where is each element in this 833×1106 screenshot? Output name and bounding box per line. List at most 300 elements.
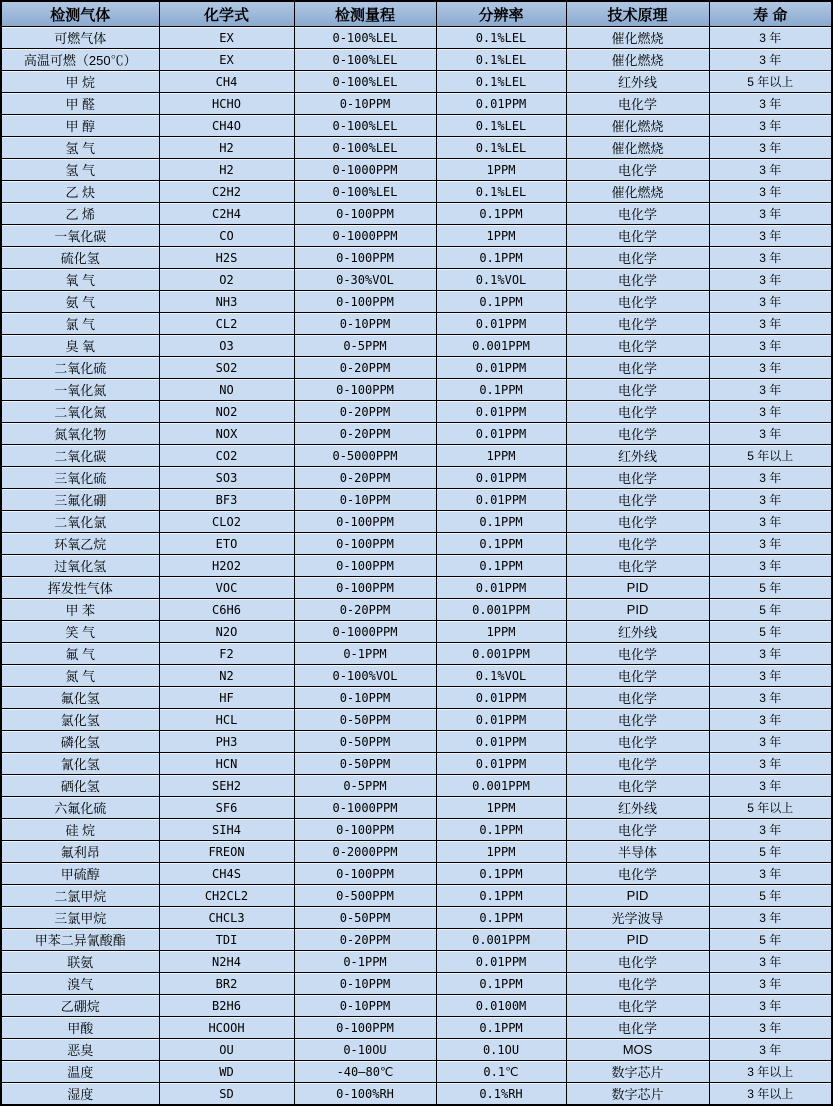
table-cell: 0-100PPM bbox=[294, 819, 436, 841]
table-cell: 0-20PPM bbox=[294, 467, 436, 489]
table-cell: 3 年 bbox=[709, 951, 832, 973]
table-cell: 六氟化硫 bbox=[1, 797, 159, 819]
table-cell: 甲酸 bbox=[1, 1017, 159, 1039]
table-cell: 乙硼烷 bbox=[1, 995, 159, 1017]
table-cell: 3 年 bbox=[709, 489, 832, 511]
table-cell: 0.1%VOL bbox=[436, 665, 566, 687]
table-cell: 0-5000PPM bbox=[294, 445, 436, 467]
column-header-resolution: 分辨率 bbox=[436, 1, 566, 27]
table-cell: 0.1PPM bbox=[436, 533, 566, 555]
table-cell: 0-100PPM bbox=[294, 1017, 436, 1039]
table-cell: 0-100%LEL bbox=[294, 49, 436, 71]
table-cell: 0-100%LEL bbox=[294, 115, 436, 137]
table-cell: FREON bbox=[159, 841, 294, 863]
table-cell: 0.1PPM bbox=[436, 973, 566, 995]
table-row bbox=[1, 511, 832, 533]
table-cell: 0.001PPM bbox=[436, 929, 566, 951]
table-cell: NH3 bbox=[159, 291, 294, 313]
table-cell: 3 年 bbox=[709, 1017, 832, 1039]
table-cell: 0.01PPM bbox=[436, 423, 566, 445]
table-cell: 0-100%LEL bbox=[294, 137, 436, 159]
table-cell: 0.1PPM bbox=[436, 907, 566, 929]
table-cell: 氧 气 bbox=[1, 269, 159, 291]
table-cell: TDI bbox=[159, 929, 294, 951]
table-cell: 湿度 bbox=[1, 1083, 159, 1106]
table-cell: 电化学 bbox=[566, 665, 709, 687]
table-row bbox=[1, 379, 832, 401]
table-cell: 电化学 bbox=[566, 423, 709, 445]
table-cell: 0-50PPM bbox=[294, 753, 436, 775]
table-cell: 5 年 bbox=[709, 841, 832, 863]
table-cell: SD bbox=[159, 1083, 294, 1106]
table-cell: 0.1PPM bbox=[436, 203, 566, 225]
table-cell: 3 年 bbox=[709, 93, 832, 115]
table-cell: H2 bbox=[159, 137, 294, 159]
table-cell: 0.1%VOL bbox=[436, 269, 566, 291]
table-row bbox=[1, 1061, 832, 1083]
table-cell: 3 年 bbox=[709, 687, 832, 709]
table-cell: 氮 气 bbox=[1, 665, 159, 687]
table-cell: 电化学 bbox=[566, 819, 709, 841]
table-cell: 3 年 bbox=[709, 753, 832, 775]
table-row bbox=[1, 247, 832, 269]
table-cell: 0-10PPM bbox=[294, 313, 436, 335]
table-cell: 3 年 bbox=[709, 423, 832, 445]
table-cell: 3 年 bbox=[709, 665, 832, 687]
table-cell: 氨 气 bbox=[1, 291, 159, 313]
table-cell: 3 年 bbox=[709, 731, 832, 753]
table-cell: 3 年 bbox=[709, 225, 832, 247]
table-cell: 电化学 bbox=[566, 951, 709, 973]
table-cell: 电化学 bbox=[566, 753, 709, 775]
table-cell: 1PPM bbox=[436, 621, 566, 643]
table-cell: 1PPM bbox=[436, 841, 566, 863]
column-header-principle: 技术原理 bbox=[566, 1, 709, 27]
table-cell: 3 年 bbox=[709, 1039, 832, 1061]
table-cell: 0-20PPM bbox=[294, 599, 436, 621]
table-row bbox=[1, 93, 832, 115]
table-cell: 5 年以上 bbox=[709, 797, 832, 819]
table-body bbox=[1, 27, 832, 1106]
table-cell: H2S bbox=[159, 247, 294, 269]
table-cell: 0-100PPM bbox=[294, 863, 436, 885]
table-cell: 电化学 bbox=[566, 379, 709, 401]
table-cell: CLO2 bbox=[159, 511, 294, 533]
table-cell: 二氯甲烷 bbox=[1, 885, 159, 907]
table-cell: 0-100PPM bbox=[294, 203, 436, 225]
table-cell: 0-10PPM bbox=[294, 995, 436, 1017]
table-cell: C2H4 bbox=[159, 203, 294, 225]
column-header-gas: 检测气体 bbox=[1, 1, 159, 27]
table-row bbox=[1, 643, 832, 665]
table-cell: 电化学 bbox=[566, 709, 709, 731]
table-cell: O2 bbox=[159, 269, 294, 291]
table-cell: 0.1PPM bbox=[436, 247, 566, 269]
table-cell: MOS bbox=[566, 1039, 709, 1061]
table-row bbox=[1, 423, 832, 445]
table-cell: 氟利昂 bbox=[1, 841, 159, 863]
table-cell: 环氧乙烷 bbox=[1, 533, 159, 555]
table-cell: 电化学 bbox=[566, 687, 709, 709]
table-row bbox=[1, 489, 832, 511]
table-row bbox=[1, 995, 832, 1017]
table-cell: 5 年 bbox=[709, 885, 832, 907]
table-cell: 甲 醇 bbox=[1, 115, 159, 137]
table-cell: 0.01PPM bbox=[436, 467, 566, 489]
table-cell: 0-10PPM bbox=[294, 687, 436, 709]
table-cell: 0-100PPM bbox=[294, 291, 436, 313]
table-cell: 红外线 bbox=[566, 71, 709, 93]
table-cell: 0.1PPM bbox=[436, 1017, 566, 1039]
table-cell: 0-50PPM bbox=[294, 907, 436, 929]
table-cell: 0-50PPM bbox=[294, 709, 436, 731]
table-cell: 3 年 bbox=[709, 643, 832, 665]
table-cell: 笑 气 bbox=[1, 621, 159, 643]
table-row bbox=[1, 753, 832, 775]
table-cell: 电化学 bbox=[566, 291, 709, 313]
table-cell: 5 年 bbox=[709, 577, 832, 599]
table-cell: 0-10PPM bbox=[294, 93, 436, 115]
table-cell: 0-100%RH bbox=[294, 1083, 436, 1106]
table-cell: 0.1%LEL bbox=[436, 27, 566, 49]
table-cell: 电化学 bbox=[566, 533, 709, 555]
table-cell: 3 年 bbox=[709, 247, 832, 269]
table-cell: N2H4 bbox=[159, 951, 294, 973]
table-cell: H2 bbox=[159, 159, 294, 181]
table-cell: 甲苯二异氰酸酯 bbox=[1, 929, 159, 951]
table-cell: CL2 bbox=[159, 313, 294, 335]
table-row bbox=[1, 137, 832, 159]
table-cell: 0.001PPM bbox=[436, 335, 566, 357]
table-cell: 0.1PPM bbox=[436, 885, 566, 907]
table-cell: B2H6 bbox=[159, 995, 294, 1017]
table-cell: CH4S bbox=[159, 863, 294, 885]
table-cell: 0.1%LEL bbox=[436, 115, 566, 137]
header-row bbox=[1, 1, 832, 27]
table-cell: 0-100%LEL bbox=[294, 27, 436, 49]
table-cell: 3 年 bbox=[709, 555, 832, 577]
table-row bbox=[1, 203, 832, 225]
table-cell: 电化学 bbox=[566, 269, 709, 291]
table-row bbox=[1, 335, 832, 357]
table-cell: 挥发性气体 bbox=[1, 577, 159, 599]
table-cell: 电化学 bbox=[566, 775, 709, 797]
table-cell: 电化学 bbox=[566, 995, 709, 1017]
table-cell: 0-1PPM bbox=[294, 951, 436, 973]
table-cell: CHCL3 bbox=[159, 907, 294, 929]
table-cell: HCL bbox=[159, 709, 294, 731]
table-cell: CO2 bbox=[159, 445, 294, 467]
table-cell: 催化燃烧 bbox=[566, 115, 709, 137]
table-cell: 臭 氧 bbox=[1, 335, 159, 357]
table-cell: ETO bbox=[159, 533, 294, 555]
table-cell: 硫化氢 bbox=[1, 247, 159, 269]
table-cell: 0.1%LEL bbox=[436, 137, 566, 159]
table-cell: 半导体 bbox=[566, 841, 709, 863]
table-cell: 0-30%VOL bbox=[294, 269, 436, 291]
table-cell: 三氯甲烷 bbox=[1, 907, 159, 929]
table-cell: 电化学 bbox=[566, 973, 709, 995]
table-cell: 红外线 bbox=[566, 621, 709, 643]
table-cell: 数字芯片 bbox=[566, 1061, 709, 1083]
table-cell: 3 年 bbox=[709, 775, 832, 797]
table-cell: 甲 醛 bbox=[1, 93, 159, 115]
table-cell: 氮氧化物 bbox=[1, 423, 159, 445]
table-cell: 硒化氢 bbox=[1, 775, 159, 797]
table-cell: CO bbox=[159, 225, 294, 247]
table-row bbox=[1, 599, 832, 621]
table-row bbox=[1, 555, 832, 577]
table-cell: -40—80℃ bbox=[294, 1061, 436, 1083]
table-cell: 3 年 bbox=[709, 137, 832, 159]
table-row bbox=[1, 225, 832, 247]
table-cell: 可燃气体 bbox=[1, 27, 159, 49]
table-cell: O3 bbox=[159, 335, 294, 357]
table-cell: 电化学 bbox=[566, 511, 709, 533]
table-cell: NOX bbox=[159, 423, 294, 445]
table-cell: 3 年 bbox=[709, 907, 832, 929]
table-cell: 0.01PPM bbox=[436, 489, 566, 511]
table-cell: 3 年 bbox=[709, 533, 832, 555]
table-row bbox=[1, 269, 832, 291]
table-cell: 电化学 bbox=[566, 203, 709, 225]
table-cell: 红外线 bbox=[566, 445, 709, 467]
table-row bbox=[1, 973, 832, 995]
table-cell: HCHO bbox=[159, 93, 294, 115]
table-cell: 0.01PPM bbox=[436, 357, 566, 379]
table-cell: 3 年 bbox=[709, 115, 832, 137]
table-cell: 0.1PPM bbox=[436, 291, 566, 313]
table-cell: 5 年 bbox=[709, 599, 832, 621]
table-cell: 一氧化氮 bbox=[1, 379, 159, 401]
table-cell: 0.01PPM bbox=[436, 731, 566, 753]
table-row bbox=[1, 159, 832, 181]
table-cell: N2O bbox=[159, 621, 294, 643]
table-header bbox=[1, 1, 832, 27]
table-cell: C6H6 bbox=[159, 599, 294, 621]
table-cell: 0.01PPM bbox=[436, 951, 566, 973]
table-cell: 0-10OU bbox=[294, 1039, 436, 1061]
table-cell: HCN bbox=[159, 753, 294, 775]
table-cell: 0.1PPM bbox=[436, 863, 566, 885]
table-row bbox=[1, 687, 832, 709]
table-cell: F2 bbox=[159, 643, 294, 665]
table-cell: 3 年 bbox=[709, 313, 832, 335]
table-cell: 氯 气 bbox=[1, 313, 159, 335]
table-cell: 0.1PPM bbox=[436, 819, 566, 841]
table-cell: 光学波导 bbox=[566, 907, 709, 929]
table-row bbox=[1, 467, 832, 489]
table-cell: EX bbox=[159, 27, 294, 49]
table-cell: BR2 bbox=[159, 973, 294, 995]
table-cell: 3 年 bbox=[709, 269, 832, 291]
table-row bbox=[1, 401, 832, 423]
table-cell: 0.0100M bbox=[436, 995, 566, 1017]
table-cell: 0.01PPM bbox=[436, 709, 566, 731]
table-cell: 0-100PPM bbox=[294, 533, 436, 555]
table-cell: 3 年 bbox=[709, 335, 832, 357]
table-cell: 0-1000PPM bbox=[294, 159, 436, 181]
table-cell: 0-1000PPM bbox=[294, 225, 436, 247]
table-row bbox=[1, 1083, 832, 1106]
table-cell: 0.1OU bbox=[436, 1039, 566, 1061]
table-row bbox=[1, 27, 832, 49]
table-cell: 磷化氢 bbox=[1, 731, 159, 753]
table-cell: SO3 bbox=[159, 467, 294, 489]
table-cell: 红外线 bbox=[566, 797, 709, 819]
table-cell: 三氟化硼 bbox=[1, 489, 159, 511]
table-cell: C2H2 bbox=[159, 181, 294, 203]
table-row bbox=[1, 577, 832, 599]
table-cell: 溴气 bbox=[1, 973, 159, 995]
table-cell: CH4 bbox=[159, 71, 294, 93]
table-cell: 0-100%LEL bbox=[294, 71, 436, 93]
table-cell: 5 年 bbox=[709, 621, 832, 643]
table-cell: 0-1000PPM bbox=[294, 621, 436, 643]
table-cell: WD bbox=[159, 1061, 294, 1083]
table-cell: BF3 bbox=[159, 489, 294, 511]
table-cell: HCOOH bbox=[159, 1017, 294, 1039]
table-cell: SF6 bbox=[159, 797, 294, 819]
table-cell: 0.1%LEL bbox=[436, 49, 566, 71]
table-cell: 催化燃烧 bbox=[566, 137, 709, 159]
table-row bbox=[1, 313, 832, 335]
table-cell: 1PPM bbox=[436, 445, 566, 467]
table-cell: 电化学 bbox=[566, 159, 709, 181]
table-cell: 1PPM bbox=[436, 225, 566, 247]
table-cell: 5 年以上 bbox=[709, 445, 832, 467]
table-row bbox=[1, 819, 832, 841]
table-row bbox=[1, 1017, 832, 1039]
table-cell: 电化学 bbox=[566, 357, 709, 379]
table-row bbox=[1, 775, 832, 797]
table-cell: 0-100PPM bbox=[294, 379, 436, 401]
table-cell: 3 年 bbox=[709, 203, 832, 225]
table-cell: 电化学 bbox=[566, 225, 709, 247]
table-row bbox=[1, 665, 832, 687]
table-cell: 氢 气 bbox=[1, 137, 159, 159]
table-cell: 0-50PPM bbox=[294, 731, 436, 753]
table-cell: 催化燃烧 bbox=[566, 49, 709, 71]
table-cell: 0.1%RH bbox=[436, 1083, 566, 1106]
table-cell: HF bbox=[159, 687, 294, 709]
table-cell: PID bbox=[566, 577, 709, 599]
table-cell: 高温可燃（250℃） bbox=[1, 49, 159, 71]
table-cell: 温度 bbox=[1, 1061, 159, 1083]
table-row bbox=[1, 445, 832, 467]
table-cell: 1PPM bbox=[436, 797, 566, 819]
table-cell: 氟化氢 bbox=[1, 687, 159, 709]
table-cell: 0-100PPM bbox=[294, 511, 436, 533]
table-cell: PH3 bbox=[159, 731, 294, 753]
table-cell: 3 年 bbox=[709, 379, 832, 401]
table-cell: 0.1℃ bbox=[436, 1061, 566, 1083]
table-cell: PID bbox=[566, 599, 709, 621]
table-cell: 3 年 bbox=[709, 401, 832, 423]
column-header-formula: 化学式 bbox=[159, 1, 294, 27]
table-cell: PID bbox=[566, 929, 709, 951]
table-cell: 过氧化氢 bbox=[1, 555, 159, 577]
table-cell: 0.1%LEL bbox=[436, 71, 566, 93]
table-cell: EX bbox=[159, 49, 294, 71]
table-cell: 电化学 bbox=[566, 93, 709, 115]
table-cell: 催化燃烧 bbox=[566, 27, 709, 49]
table-cell: 电化学 bbox=[566, 401, 709, 423]
table-cell: 0-20PPM bbox=[294, 357, 436, 379]
table-cell: 3 年 bbox=[709, 291, 832, 313]
table-cell: 0-5PPM bbox=[294, 335, 436, 357]
table-cell: 0-100%VOL bbox=[294, 665, 436, 687]
table-cell: 0-10PPM bbox=[294, 489, 436, 511]
table-cell: 3 年 bbox=[709, 357, 832, 379]
table-cell: 0-5PPM bbox=[294, 775, 436, 797]
table-row bbox=[1, 181, 832, 203]
table-row bbox=[1, 731, 832, 753]
table-row bbox=[1, 863, 832, 885]
table-cell: PID bbox=[566, 885, 709, 907]
table-cell: 氢 气 bbox=[1, 159, 159, 181]
table-cell: SEH2 bbox=[159, 775, 294, 797]
table-cell: 0-100%LEL bbox=[294, 181, 436, 203]
table-cell: 3 年 bbox=[709, 973, 832, 995]
table-cell: 乙 烯 bbox=[1, 203, 159, 225]
table-cell: NO bbox=[159, 379, 294, 401]
table-cell: 0.1%LEL bbox=[436, 181, 566, 203]
table-row bbox=[1, 621, 832, 643]
table-cell: 0-20PPM bbox=[294, 929, 436, 951]
table-row bbox=[1, 951, 832, 973]
table-cell: 3 年以上 bbox=[709, 1083, 832, 1106]
table-cell: 甲 苯 bbox=[1, 599, 159, 621]
table-cell: 电化学 bbox=[566, 335, 709, 357]
table-cell: 0.01PPM bbox=[436, 401, 566, 423]
table-row bbox=[1, 357, 832, 379]
table-row bbox=[1, 71, 832, 93]
table-cell: 3 年 bbox=[709, 995, 832, 1017]
table-cell: SIH4 bbox=[159, 819, 294, 841]
table-cell: 电化学 bbox=[566, 643, 709, 665]
table-cell: 0-2000PPM bbox=[294, 841, 436, 863]
table-cell: SO2 bbox=[159, 357, 294, 379]
table-cell: 硅 烷 bbox=[1, 819, 159, 841]
table-row bbox=[1, 841, 832, 863]
table-cell: 5 年以上 bbox=[709, 71, 832, 93]
table-cell: N2 bbox=[159, 665, 294, 687]
table-cell: 0.01PPM bbox=[436, 313, 566, 335]
column-header-lifespan: 寿 命 bbox=[709, 1, 832, 27]
table-row bbox=[1, 291, 832, 313]
table-cell: 3 年 bbox=[709, 159, 832, 181]
table-cell: 氯化氢 bbox=[1, 709, 159, 731]
table-cell: 0.01PPM bbox=[436, 93, 566, 115]
table-cell: 电化学 bbox=[566, 731, 709, 753]
table-cell: 0-20PPM bbox=[294, 401, 436, 423]
table-cell: 0-10PPM bbox=[294, 973, 436, 995]
table-cell: 0-100PPM bbox=[294, 577, 436, 599]
table-cell: 电化学 bbox=[566, 1017, 709, 1039]
table-cell: 0.1PPM bbox=[436, 511, 566, 533]
table-row bbox=[1, 533, 832, 555]
table-cell: 恶臭 bbox=[1, 1039, 159, 1061]
table-cell: 电化学 bbox=[566, 863, 709, 885]
table-cell: 电化学 bbox=[566, 247, 709, 269]
table-cell: 3 年 bbox=[709, 819, 832, 841]
table-cell: 数字芯片 bbox=[566, 1083, 709, 1106]
table-cell: 电化学 bbox=[566, 555, 709, 577]
table-cell: 0-20PPM bbox=[294, 423, 436, 445]
column-header-range: 检测量程 bbox=[294, 1, 436, 27]
table-cell: 3 年 bbox=[709, 863, 832, 885]
